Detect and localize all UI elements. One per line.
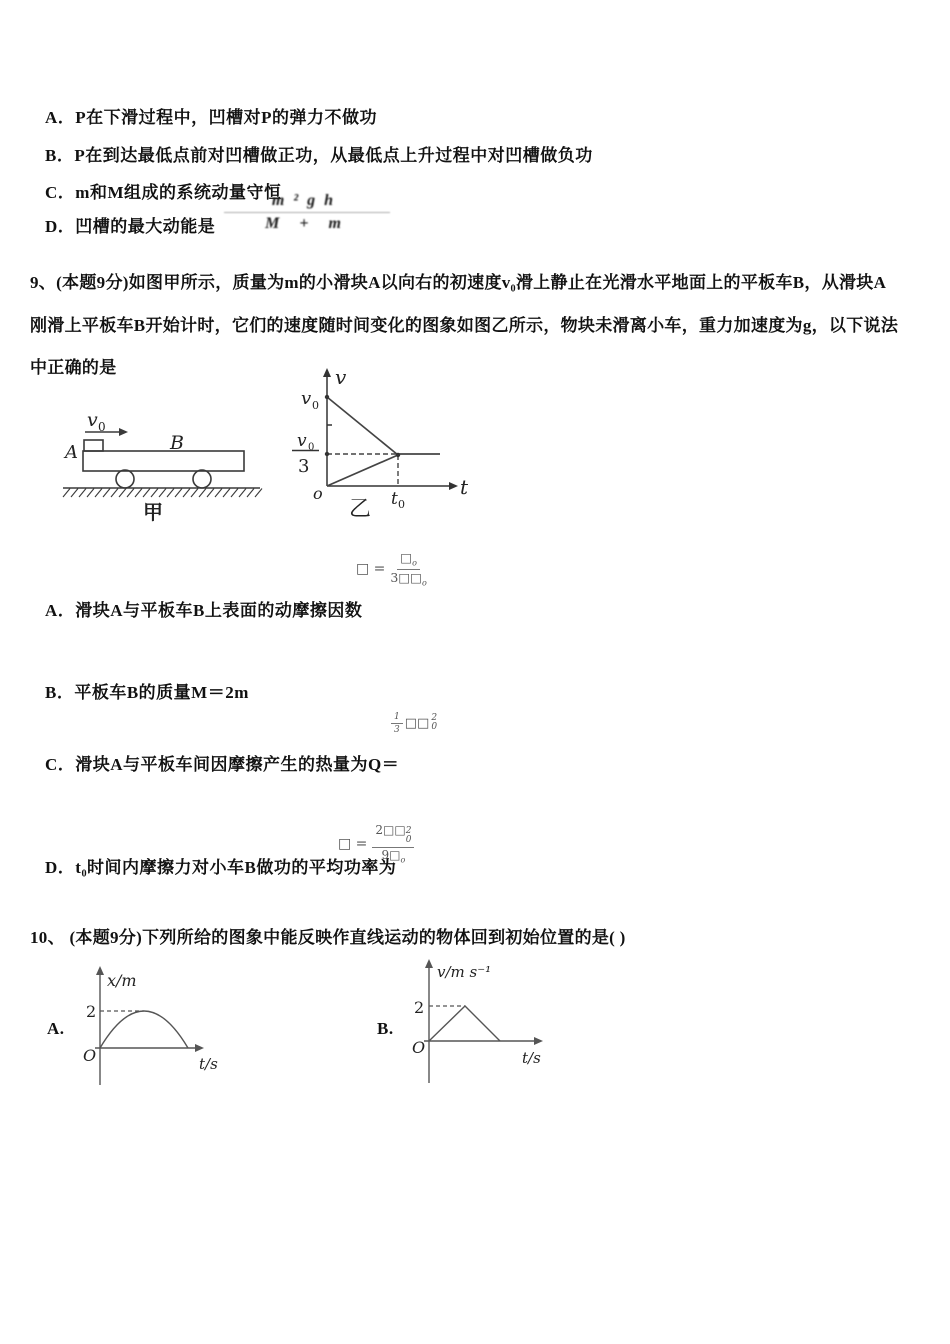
option-label: A． — [45, 601, 76, 620]
tick-label-2: 2 — [86, 1002, 97, 1021]
formula-boxes: □□ — [404, 716, 430, 732]
yi-v0-label: v — [301, 388, 312, 409]
yi-frac-denominator: 3 — [298, 456, 310, 477]
q8-option-b — [45, 141, 593, 166]
q10-stem: 10、 (本题9分)下列所给的图象中能反映作直线运动的物体回到初始位置的是( ) — [30, 928, 626, 947]
formula-numerator: m²gh — [224, 192, 390, 213]
jia-block-a-label: A — [65, 442, 78, 463]
triangle-line — [429, 1006, 500, 1041]
yi-frac-numerator-sub: 0 — [308, 442, 315, 453]
block-a-outline — [84, 440, 103, 451]
yi-t-axis-label: t — [460, 475, 469, 499]
option-label: C． — [45, 755, 76, 774]
v0-third-point — [325, 452, 329, 456]
figure-jia-diagram — [55, 378, 270, 526]
cart-b-outline — [83, 451, 244, 471]
v0-point — [325, 395, 329, 399]
option-text: P在到达最低点前对凹槽做正功，从最低点上升过程中对凹槽做负功 — [74, 146, 593, 165]
q8-option-a — [45, 103, 377, 128]
formula-superscript: 2 — [431, 712, 438, 723]
formula-fraction — [372, 824, 414, 865]
cart-wheel-right — [193, 470, 211, 488]
formula-numerator: 2□□ — [375, 823, 406, 837]
yi-frac-numerator: v — [297, 431, 307, 451]
option-label: D． — [45, 217, 76, 236]
jia-v0-subscript: 0 — [98, 420, 106, 434]
formula-numerator: □ — [400, 550, 413, 565]
x-axis-arrow — [534, 1037, 543, 1045]
origin-label: O — [412, 1038, 426, 1057]
meeting-point — [396, 453, 400, 457]
option-text: t₀时间内摩擦力对小车B做功的平均功率为 — [75, 858, 397, 877]
option-text: 平板车B的质量M＝2m — [74, 683, 249, 702]
formula-denominator: 3□□ — [390, 569, 422, 585]
q9-option-a — [45, 596, 362, 621]
x-axis-label: t/s — [522, 1049, 541, 1067]
v-axis-arrow — [323, 368, 331, 377]
q8-d-kinetic-energy-formula — [224, 192, 390, 232]
formula-denominator: 9□ — [381, 848, 401, 862]
one-third-fraction — [391, 712, 403, 736]
q10-graph-a-label: A. — [47, 1019, 65, 1038]
q9-d-power-formula — [338, 824, 414, 865]
y-axis-label: x/m — [107, 971, 137, 990]
frac-numerator: 1 — [391, 712, 403, 724]
option-text: 滑块A与平板车B上表面的动摩擦因数 — [75, 601, 363, 620]
option-text: 滑块A与平板车间因摩擦产生的热量为Q＝ — [75, 755, 400, 774]
formula-fraction — [390, 551, 426, 587]
q8-option-d — [45, 212, 215, 237]
jia-cart-b-label: B — [170, 432, 184, 454]
q9-a-mu-formula — [356, 551, 427, 587]
option-text: m和M组成的系统动量守恒 — [75, 183, 282, 202]
q9-stem-line-2: 刚滑上平板车B开始计时，它们的速度随时间变化的图象如图乙所示，物块未滑离小车，重力加速度为g，以下说法 — [30, 316, 899, 335]
y-axis-arrow — [96, 966, 104, 975]
option-label: A． — [45, 108, 76, 127]
tick-label-2: 2 — [414, 998, 425, 1017]
q10-graph-a — [75, 962, 235, 1092]
block-a-velocity-line — [327, 397, 398, 455]
yi-t0-subscript: 0 — [398, 498, 405, 511]
figure-yi-graph — [285, 366, 480, 521]
y-axis-arrow — [425, 959, 433, 968]
option-text: 凹槽的最大动能是 — [75, 217, 216, 236]
formula-lhs: □ = — [338, 836, 368, 853]
jia-v0-label: v — [87, 409, 98, 431]
q9-option-b — [45, 678, 249, 703]
q9-c-heat-formula — [391, 712, 437, 736]
t-axis-arrow — [449, 482, 458, 490]
formula-subscript: 0 — [405, 835, 412, 845]
formula-denominator-sub: o — [400, 855, 406, 865]
yi-caption: 乙 — [349, 496, 372, 521]
option-label: B． — [45, 146, 75, 165]
option-text: P在下滑过程中，凹槽对P的弹力不做功 — [75, 108, 378, 127]
q10-graph-b — [405, 956, 565, 1091]
formula-numerator-sub: o — [412, 558, 417, 568]
formula-superscript: 2 — [405, 826, 412, 836]
cart-wheel-left — [116, 470, 134, 488]
origin-label: O — [83, 1046, 97, 1065]
q10-graph-b-label: B. — [377, 1019, 394, 1038]
x-axis-label: t/s — [199, 1055, 218, 1073]
option-label: C． — [45, 183, 76, 202]
yi-origin-label: o — [313, 484, 323, 503]
q9-stem-line-1: 9、(本题9分)如图甲所示，质量为m的小滑块A以向右的初速度v₀滑上静止在光滑水平地面上的平板车B，从滑块A — [30, 273, 887, 292]
frac-denominator: 3 — [394, 725, 400, 736]
parabola-curve — [100, 1011, 188, 1048]
sup-sub-stack — [406, 827, 412, 845]
q9-option-c — [45, 750, 399, 775]
jia-caption: 甲 — [143, 502, 163, 524]
yi-t0-label: t — [391, 489, 398, 509]
x-axis-arrow — [195, 1044, 204, 1052]
formula-subscript: 0 — [431, 721, 438, 732]
option-label: D． — [45, 858, 76, 877]
yi-v0-subscript: 0 — [312, 399, 319, 412]
formula-denominator: M + m — [265, 214, 349, 232]
yi-v-axis-label: v — [335, 366, 347, 389]
velocity-arrow-head — [119, 428, 128, 436]
option-label: B． — [45, 683, 75, 702]
cart-b-velocity-line — [327, 455, 398, 486]
sup-sub-stack — [431, 714, 437, 732]
q9-stem-line-3: 中正确的是 — [30, 358, 117, 377]
y-axis-label: v/m s⁻¹ — [437, 963, 492, 981]
formula-lhs: □ = — [356, 561, 386, 578]
ground-hatching — [63, 489, 262, 498]
formula-denominator-sub: o — [422, 578, 427, 588]
